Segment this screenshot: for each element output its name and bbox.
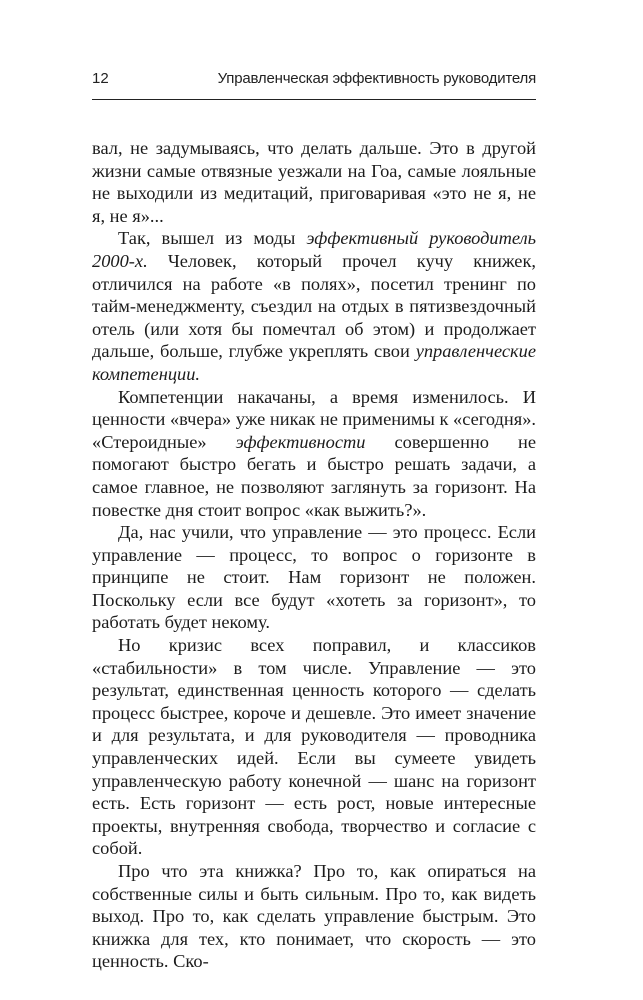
text-run: совершенно не помогают быстро бегать и быстро решать задачи, а самое главное, не позволяют заглянуть за горизонт. На повестке дня стоит вопрос «как выжить?». (92, 431, 536, 520)
text-run: Компетенции накачаны, а время изменилось. И ценности «вчера» уже никак не применимы к «сегодня». «Стероидные» (92, 386, 536, 452)
running-head: Управленческая эффективность руководителя (217, 70, 536, 87)
italic-run: эффективный руководитель 2000-х. (92, 228, 536, 271)
paragraph (92, 386, 536, 522)
header-rule (92, 99, 536, 100)
paragraph (92, 634, 536, 860)
paragraph (92, 227, 536, 385)
text-run: Так, вышел из моды (118, 228, 307, 249)
paragraph (92, 521, 536, 634)
page-header (92, 70, 536, 94)
page-number: 12 (92, 70, 109, 87)
text-run: Человек, который прочел кучу книжек, отличился на работе «в полях», посетил тренинг по тайм-менеджменту, съездил на отдых в пятизвездочный отель (или хотя бы помечтал об этом) и продолжает дальше, больше, глубже укреплять свои (92, 250, 536, 362)
text-run: Но кризис всех поправил, и классиков «стабильности» в том числе. Управление — это результат, единственная ценность которого — сделать процесс быстрее, короче и дешевле. Это имеет значение и для результата, и для руководителя — проводника управленческих идей. Если вы сумеете увидеть управленческую работу конечной — шанс на горизонт есть. Есть горизонт — есть рост, новые интересные проекты, внутренняя свобода, творчество и согласие с собой. (92, 635, 536, 859)
italic-run: управленческие компетенции. (92, 341, 536, 384)
text-run: Да, нас учили, что управление — это процесс. Если управление — процесс, то вопрос о горизонте в принципе не стоит. Нам горизонт не положен. Поскольку если все будут «хотеть за горизонт», то работать будет некому. (92, 522, 536, 633)
paragraph (92, 137, 536, 227)
paragraph (92, 860, 536, 973)
body-text (92, 137, 536, 973)
text-run: вал, не задумываясь, что делать дальше. Это в другой жизни самые отвязные уезжали на Гоа, самые лояльные не выходили из медитаций, приговаривая «это не я, не я, не я»... (92, 138, 536, 226)
text-run: Про что эта книжка? Про то, как опираться на собственные силы и быть сильным. Про то, как видеть выход. Про то, как сделать управление быстрым. Это книжка для тех, кто понимает, что скорость — это ценность. Ско- (92, 861, 536, 972)
italic-run: эффективности (235, 431, 366, 452)
